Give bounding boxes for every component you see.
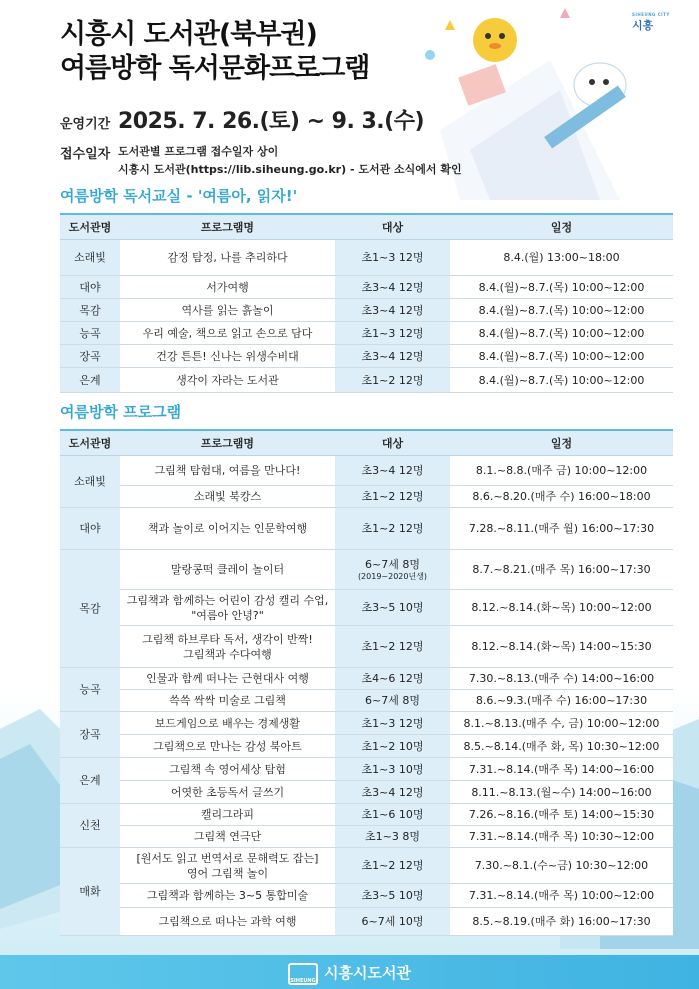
program-name: 그림책 속 영어세상 탐험: [169, 762, 286, 776]
target-cell: [335, 240, 450, 276]
target-text: 초1~3 12명: [361, 716, 424, 730]
table-row: [60, 486, 673, 508]
table-row: [60, 712, 673, 735]
target-text: 초4~6 12명: [361, 672, 424, 685]
city-logo-small: SIHEUNG CITY: [632, 12, 670, 17]
schedule-cell: 8.4.(월)~8.7.(목) 10:00~12:00: [450, 322, 673, 345]
program-cell: [120, 804, 335, 826]
target-cell: [335, 486, 450, 508]
target-text: 초1~2 12명: [361, 522, 424, 535]
col-library: 도서관명: [60, 214, 120, 240]
table-row: [60, 884, 673, 908]
target-text: 초3~4 12명: [361, 303, 424, 317]
schedule-cell: 8.5.~8.14.(매주 화, 목) 10:30~12:00: [450, 735, 673, 758]
program-name: 쓱쓱 싹싹 미술로 그림책: [169, 694, 286, 707]
target-cell: [335, 826, 450, 848]
target-cell: [335, 758, 450, 781]
period-label: 운영기간: [60, 117, 111, 132]
col-target: 대상: [335, 430, 450, 456]
program-name: 서가여행: [206, 280, 249, 294]
receipt-label: 접수일자: [60, 147, 111, 162]
target-cell: [335, 690, 450, 712]
program-cell: [120, 345, 335, 368]
target-cell: [335, 735, 450, 758]
program-name: [원서도 읽고 번역서로 문해력도 잡는]: [136, 851, 319, 865]
target-cell: [335, 345, 450, 368]
page-title-line2: 여름방학 독서문화프로그램: [60, 53, 370, 84]
target-text: 초1~3 10명: [361, 762, 424, 776]
target-cell: [335, 626, 450, 668]
program-cell: [120, 626, 335, 668]
library-cell: 매화: [60, 848, 120, 936]
target-cell: [335, 804, 450, 826]
program-name: 어엿한 초등독서 글쓰기: [170, 785, 285, 799]
program-cell: [120, 240, 335, 276]
target-cell: [335, 550, 450, 590]
program-name: 우리 예술, 책으로 읽고 손으로 담다: [142, 326, 313, 340]
program-name: 그림책과 함께하는 3~5 통합미술: [146, 889, 309, 902]
table-row: [60, 345, 673, 368]
target-text: 6~7세 8명: [365, 558, 420, 571]
schedule-cell: 8.7.~8.21.(매주 목) 16:00~17:30: [450, 550, 673, 590]
program-cell: [120, 712, 335, 735]
target-text: 초1~2 12명: [361, 490, 424, 503]
library-logo-icon: [288, 963, 318, 985]
schedule-cell: 8.4.(월)~8.7.(목) 10:00~12:00: [450, 345, 673, 368]
reading-class-table: [60, 213, 673, 393]
program-cell: [120, 322, 335, 345]
target-text: 6~7세 10명: [361, 915, 424, 928]
summer-program-table: [60, 429, 673, 936]
target-cell: [335, 368, 450, 393]
library-cell: 장곡: [60, 712, 120, 758]
schedule-cell: 7.28.~8.11.(매주 월) 16:00~17:30: [450, 508, 673, 550]
program-name: 그림책으로 떠나는 과학 여행: [158, 915, 297, 928]
schedule-cell: 8.1.~8.8.(매주 금) 10:00~12:00: [450, 456, 673, 486]
receipt-line1: 도서관별 프로그램 접수일자 상이: [118, 145, 279, 158]
target-text: 초1~2 12명: [361, 859, 424, 872]
period-value: 2025. 7. 26.(토) ~ 9. 3.(수): [118, 109, 425, 134]
schedule-cell: 8.12.~8.14.(화~목) 10:00~12:00: [450, 590, 673, 626]
section1-title: 여름방학 독서교실 - '여름아, 읽자!': [60, 187, 298, 205]
target-cell: [335, 508, 450, 550]
schedule-cell: 8.4.(월)~8.7.(목) 10:00~12:00: [450, 276, 673, 299]
table-row: [60, 804, 673, 826]
schedule-cell: 7.31.~8.14.(매주 목) 10:00~12:00: [450, 884, 673, 908]
table-row: [60, 908, 673, 936]
library-cell: 능곡: [60, 668, 120, 712]
schedule-cell: 8.11.~8.13.(월~수) 14:00~16:00: [450, 781, 673, 804]
program-cell: [120, 826, 335, 848]
target-text: 초3~4 12명: [361, 464, 424, 477]
page-title-line1: 시흥시 도서관(북부권): [60, 19, 317, 50]
col-schedule: 일정: [450, 214, 673, 240]
target-cell: [335, 712, 450, 735]
target-text: 초1~3 12명: [361, 326, 424, 340]
program-name: 책과 놀이로 이어지는 인문학여행: [147, 522, 308, 535]
program-name: 소래빛 북캉스: [193, 490, 262, 503]
library-cell: 소래빛: [60, 240, 120, 276]
city-logo: [632, 12, 670, 33]
program-name: 감정 탐정, 나를 추리하다: [167, 251, 288, 264]
program-name: 생각이 자라는 도서관: [176, 373, 279, 387]
library-cell: 장곡: [60, 345, 120, 368]
program-cell: [120, 848, 335, 884]
table-row: [60, 368, 673, 393]
schedule-cell: 7.31.~8.14.(매주 목) 14:00~16:00: [450, 758, 673, 781]
schedule-cell: 8.6.~9.3.(매주 수) 16:00~17:30: [450, 690, 673, 712]
table-row: [60, 299, 673, 322]
program-cell: [120, 908, 335, 936]
program-name: 말랑콩떡 클레이 놀이터: [170, 563, 285, 576]
program-name: 건강 튼튼! 신나는 위생수비대: [156, 349, 299, 363]
target-cell: [335, 276, 450, 299]
target-text: 초3~5 10명: [361, 601, 424, 614]
col-target: 대상: [335, 214, 450, 240]
schedule-cell: 8.1.~8.13.(매주 수, 금) 10:00~12:00: [450, 712, 673, 735]
target-text: 초1~2 10명: [361, 739, 424, 753]
library-cell: 능곡: [60, 322, 120, 345]
program-cell: [120, 735, 335, 758]
program-cell: [120, 884, 335, 908]
program-name: 그림책과 함께하는 어린이 감성 캘리 수업,: [126, 593, 329, 607]
library-cell: 목감: [60, 550, 120, 668]
table-row: [60, 626, 673, 668]
target-cell: [335, 299, 450, 322]
program-cell: [120, 550, 335, 590]
program-name: 보드게임으로 배우는 경제생활: [154, 716, 301, 730]
target-cell: [335, 668, 450, 690]
schedule-cell: 8.12.~8.14.(화~목) 14:00~15:30: [450, 626, 673, 668]
library-cell: 대야: [60, 508, 120, 550]
program-name-line2: 영어 그림책 놀이: [186, 866, 269, 880]
table-row: [60, 590, 673, 626]
target-cell: [335, 781, 450, 804]
col-library: 도서관명: [60, 430, 120, 456]
city-logo-text: 시흥: [632, 19, 654, 32]
program-cell: [120, 486, 335, 508]
program-cell: [120, 456, 335, 486]
program-name-line2: "여름아 안녕?": [191, 608, 264, 622]
library-cell: 소래빛: [60, 456, 120, 508]
target-cell: [335, 908, 450, 936]
schedule-cell: 7.30.~8.13.(매주 수) 14:00~16:00: [450, 668, 673, 690]
program-cell: [120, 299, 335, 322]
target-cell: [335, 590, 450, 626]
program-name: 역사를 읽는 흙놀이: [181, 303, 274, 317]
footer-logo: [0, 962, 699, 985]
table-row: [60, 322, 673, 345]
target-text: 초3~4 12명: [361, 785, 424, 799]
target-text: 초1~6 10명: [361, 808, 424, 821]
program-cell: [120, 781, 335, 804]
program-cell: [120, 590, 335, 626]
target-text: 초3~5 10명: [361, 889, 424, 902]
library-cell: 목감: [60, 299, 120, 322]
col-program: 프로그램명: [120, 430, 335, 456]
target-text: 초1~3 12명: [361, 251, 424, 264]
library-cell: 신천: [60, 804, 120, 848]
receipt-line2: 시흥시 도서관(https://lib.siheung.go.kr) - 도서관 소식에서 확인: [118, 163, 462, 176]
table-row: [60, 758, 673, 781]
program-name: 인물과 함께 떠나는 근현대사 여행: [146, 672, 309, 685]
header: [60, 18, 369, 86]
schedule-cell: 7.31.~8.14.(매주 목) 10:30~12:00: [450, 826, 673, 848]
table-row: [60, 550, 673, 590]
program-cell: [120, 508, 335, 550]
program-name: 그림책 연극단: [193, 830, 262, 843]
target-cell: [335, 322, 450, 345]
schedule-cell: 8.6.~8.20.(매주 수) 16:00~18:00: [450, 486, 673, 508]
program-name: 캘리그라피: [200, 808, 255, 821]
table-row: [60, 848, 673, 884]
program-cell: [120, 668, 335, 690]
schedule-cell: 7.30.~8.1.(수~금) 10:30~12:00: [450, 848, 673, 884]
table-row: [60, 668, 673, 690]
schedule-cell: 8.5.~8.19.(매주 화) 16:00~17:30: [450, 908, 673, 936]
library-cell: 대야: [60, 276, 120, 299]
target-text: 초3~4 12명: [361, 280, 424, 294]
table-row: [60, 456, 673, 486]
program-name: 그림책 하브루타 독서, 생각이 반짝!: [142, 632, 313, 646]
target-text: 초1~2 12명: [361, 640, 424, 653]
table-row: [60, 276, 673, 299]
table-row: [60, 690, 673, 712]
target-cell: [335, 848, 450, 884]
program-cell: [120, 276, 335, 299]
table-row: [60, 735, 673, 758]
program-cell: [120, 690, 335, 712]
receipt-row: [60, 143, 462, 179]
schedule-cell: 8.4.(월)~8.7.(목) 10:00~12:00: [450, 299, 673, 322]
target-text: 초1~3 8명: [365, 830, 420, 843]
section2-title: 여름방학 프로그램: [60, 403, 182, 421]
table-row: [60, 826, 673, 848]
target-text: 초1~2 12명: [361, 373, 424, 387]
target-cell: [335, 884, 450, 908]
program-name: 그림책으로 만나는 감성 북아트: [153, 739, 302, 753]
col-program: 프로그램명: [120, 214, 335, 240]
footer-mark-text: SIHEUNG: [290, 977, 316, 984]
schedule-cell: 8.4.(월)~8.7.(목) 10:00~12:00: [450, 368, 673, 393]
schedule-cell: 8.4.(월) 13:00~18:00: [450, 240, 673, 276]
period-row: [60, 104, 424, 135]
library-cell: 은계: [60, 758, 120, 804]
col-schedule: 일정: [450, 430, 673, 456]
program-cell: [120, 758, 335, 781]
footer-text: 시흥시도서관: [324, 964, 411, 982]
table-row: [60, 781, 673, 804]
program-cell: [120, 368, 335, 393]
schedule-cell: 7.26.~8.16.(매주 토) 14:00~15:30: [450, 804, 673, 826]
table-row: [60, 240, 673, 276]
target-text: 초3~4 12명: [361, 349, 424, 363]
program-name-line2: 그림책과 수다여행: [183, 647, 272, 661]
library-cell: 은계: [60, 368, 120, 393]
target-cell: [335, 456, 450, 486]
target-text: 6~7세 8명: [365, 694, 420, 707]
program-name: 그림책 탐험대, 여름을 만나다!: [154, 464, 301, 477]
table-row: [60, 508, 673, 550]
target-note: (2019~2020년생): [357, 572, 428, 581]
